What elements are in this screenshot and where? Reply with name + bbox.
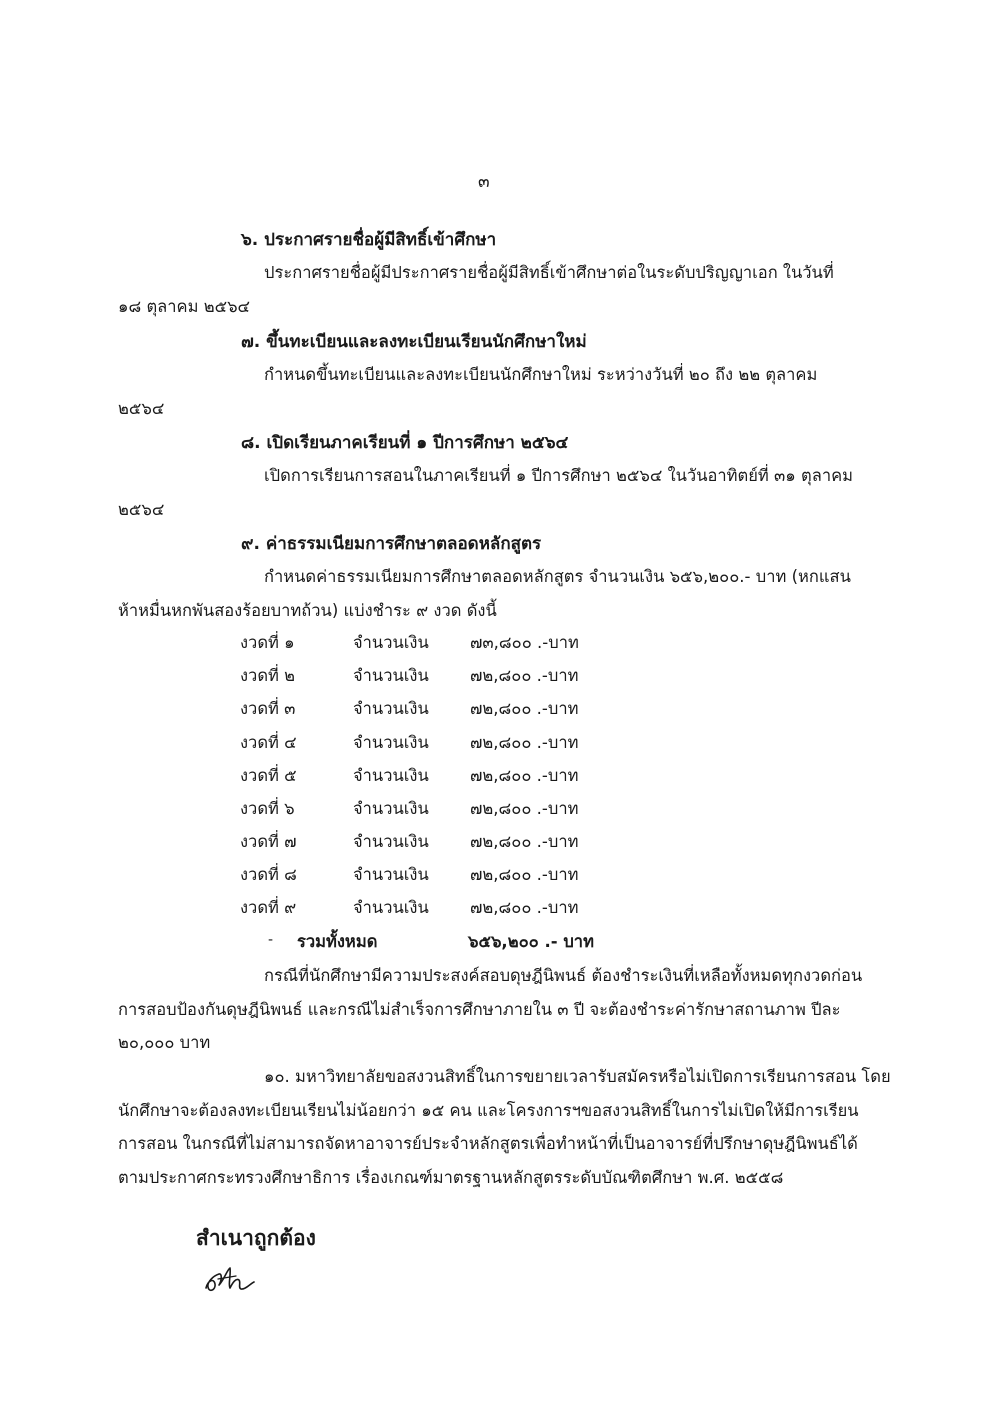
section-6-heading: ๖. ประกาศรายชื่อผู้มีสิทธิ์เข้าศึกษา [241,230,497,250]
section-6-line-2: ๑๘ ตุลาคม ๒๕๖๔ [118,297,251,316]
section-7-line-2: ๒๕๖๔ [118,399,165,418]
section-9-heading: ๙. ค่าธรรมเนียมการศึกษาตลอดหลักสูตร [241,534,542,554]
section-8-heading: ๘. เปิดเรียนภาคเรียนที่ ๑ ปีการศึกษา ๒๕๖๔ [241,433,569,453]
installment-amount: ๗๒,๘๐๐ .-บาท [470,832,579,851]
installment-word: จำนวนเงิน [353,699,429,718]
installment-label: งวดที่ ๗ [240,832,297,851]
installment-amount: ๗๒,๘๐๐ .-บาท [470,865,579,884]
installment-label: งวดที่ ๑ [240,633,295,652]
section-10-line-4: ตามประกาศกระทรวงศึกษาธิการ เรื่องเกณฑ์มาตรฐานหลักสูตรระดับบัณฑิตศึกษา พ.ศ. ๒๕๕๘ [118,1168,784,1187]
section-10-line-1: ๑๐. มหาวิทยาลัยขอสงวนสิทธิ์ในการขยายเวลารับสมัครหรือไม่เปิดการเรียนการสอน โดย [264,1067,891,1086]
installment-word: จำนวนเงิน [353,633,429,652]
total-amount: ๖๕๖,๒๐๐ .- บาท [468,932,594,951]
installment-word: จำนวนเงิน [353,865,429,884]
installment-word: จำนวนเงิน [353,898,429,917]
section-10-line-3: การสอน ในกรณีที่ไม่สามารถจัดหาอาจารย์ประจำหลักสูตรเพื่อทำหน้าที่เป็นอาจารย์ที่ปรึกษาดุษฎีนิพนธ์ได้ [118,1134,858,1153]
total-dash: - [268,932,274,948]
installment-amount: ๗๒,๘๐๐ .-บาท [470,699,579,718]
section-8-line-2: ๒๕๖๔ [118,500,165,519]
installment-label: งวดที่ ๒ [240,666,296,685]
case-paragraph-line-1: กรณีที่นักศึกษามีความประสงค์สอบดุษฎีนิพนธ์ ต้องชำระเงินที่เหลือทั้งหมดทุกงวดก่อน [264,966,863,985]
installment-word: จำนวนเงิน [353,666,429,685]
page-number: ๓ [478,172,490,192]
section-9-line-1: กำหนดค่าธรรมเนียมการศึกษาตลอดหลักสูตร จำนวนเงิน ๖๕๖,๒๐๐.- บาท (หกแสน [264,567,851,586]
section-6-line-1: ประกาศรายชื่อผู้มีประกาศรายชื่อผู้มีสิทธิ์เข้าศึกษาต่อในระดับปริญญาเอก ในวันที่ [264,263,834,282]
installment-amount: ๗๓,๘๐๐ .-บาท [470,633,579,652]
section-7-line-1: กำหนดขึ้นทะเบียนและลงทะเบียนนักศึกษาใหม่ ระหว่างวันที่ ๒๐ ถึง ๒๒ ตุลาคม [264,365,818,384]
installment-word: จำนวนเงิน [353,799,429,818]
installment-label: งวดที่ ๘ [240,865,297,884]
case-paragraph-line-2: การสอบป้องกันดุษฎีนิพนธ์ และกรณีไม่สำเร็จการศึกษาภายใน ๓ ปี จะต้องชำระค่ารักษาสถานภาพ ปีละ [118,1000,841,1019]
certified-copy-stamp: สำเนาถูกต้อง [196,1226,316,1250]
installment-label: งวดที่ ๙ [240,898,297,917]
section-7-heading: ๗. ขึ้นทะเบียนและลงทะเบียนเรียนนักศึกษาใหม่ [241,332,587,352]
section-9-line-2: ห้าหมื่นหกพันสองร้อยบาทถ้วน) แบ่งชำระ ๙ งวด ดังนี้ [118,601,497,620]
installment-amount: ๗๒,๘๐๐ .-บาท [470,666,579,685]
installment-label: งวดที่ ๔ [240,733,297,752]
signature [200,1262,260,1303]
section-8-line-1: เปิดการเรียนการสอนในภาคเรียนที่ ๑ ปีการศึกษา ๒๕๖๔ ในวันอาทิตย์ที่ ๓๑ ตุลาคม [264,466,854,485]
installment-amount: ๗๒,๘๐๐ .-บาท [470,898,579,917]
total-label: รวมทั้งหมด [297,932,378,951]
case-paragraph-line-3: ๒๐,๐๐๐ บาท [118,1033,211,1052]
installment-label: งวดที่ ๖ [240,799,295,818]
installment-amount: ๗๒,๘๐๐ .-บาท [470,733,579,752]
installment-word: จำนวนเงิน [353,733,429,752]
installment-amount: ๗๒,๘๐๐ .-บาท [470,799,579,818]
installment-amount: ๗๒,๘๐๐ .-บาท [470,766,579,785]
section-10-line-2: นักศึกษาจะต้องลงทะเบียนเรียนไม่น้อยกว่า ๑๕ คน และโครงการฯขอสงวนสิทธิ์ในการไม่เปิดให้มีการเรียน [118,1101,859,1120]
installment-word: จำนวนเงิน [353,766,429,785]
installment-label: งวดที่ ๓ [240,699,296,718]
installment-label: งวดที่ ๕ [240,766,297,785]
installment-word: จำนวนเงิน [353,832,429,851]
